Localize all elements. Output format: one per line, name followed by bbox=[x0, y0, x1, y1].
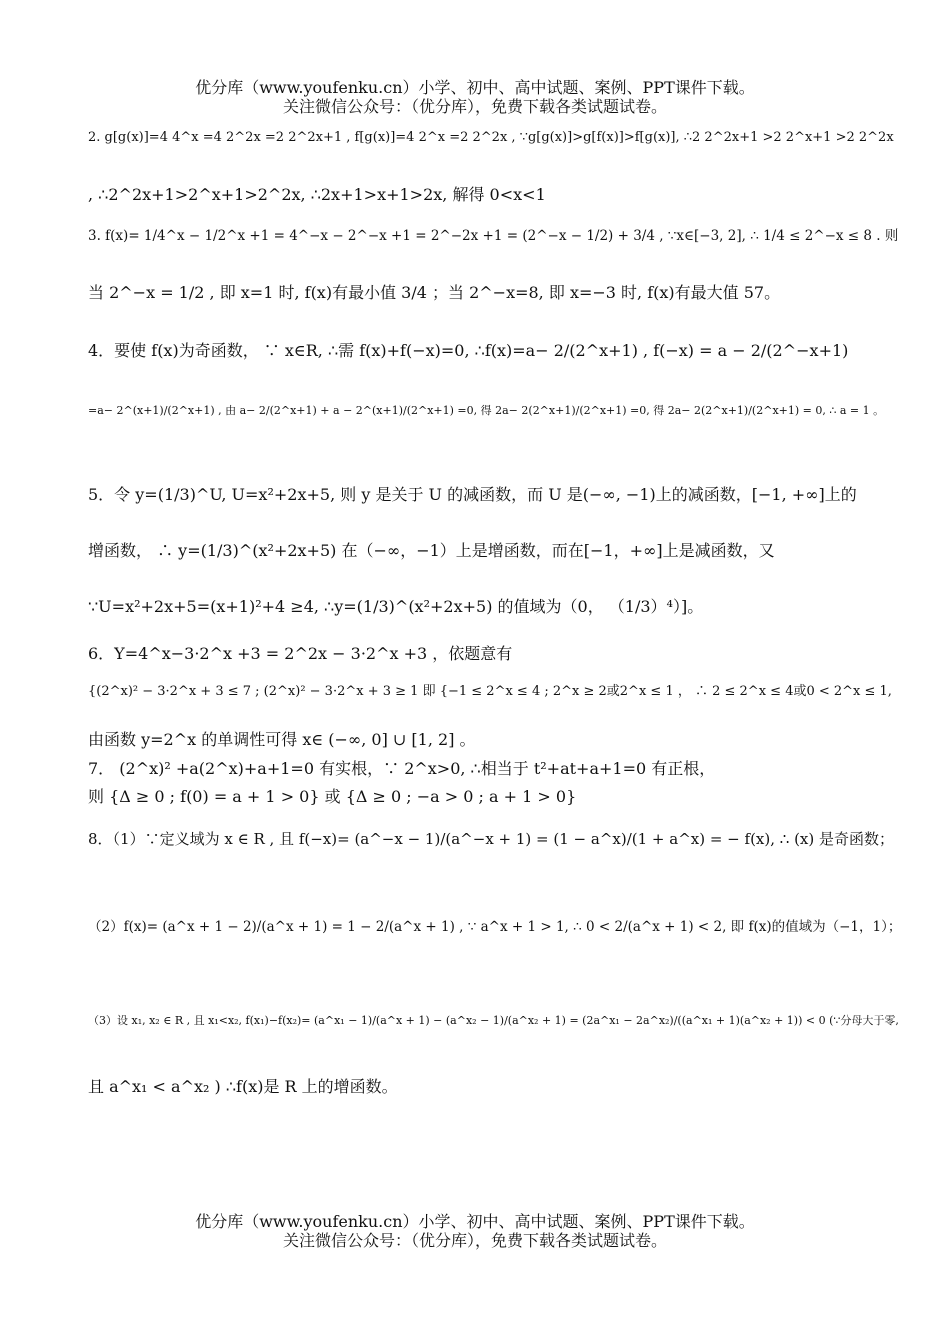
q6-line-3: 由函数 y=2^x 的单调性可得 x∈ (−∞, 0] ∪ [1, 2] 。 bbox=[88, 730, 476, 749]
q8-part-1: 8．（1）∵定义域为 x ∈ R , 且 f(−x)= (a^−x − 1)/(a^−x + 1) = (1 − a^x)/(1 + a^x) = − f(x), ∴ (x) 是奇函数； bbox=[88, 830, 895, 848]
q6-line-1: 6．Y=4^x−3·2^x +3 = 2^2x − 3·2^x +3 ，依题意有 bbox=[88, 644, 513, 663]
q6-system: {(2^x)² − 3·2^x + 3 ≤ 7 ; (2^x)² − 3·2^x + 3 ≥ 1 即 {−1 ≤ 2^x ≤ 4 ; 2^x ≥ 2或2^x ≤ 1 ， ∴ 2 ≤ 2^x ≤ 4或0 < 2^x ≤ 1, bbox=[88, 684, 892, 699]
q4-line-2: =a− 2^(x+1)/(2^x+1) , 由 a− 2/(2^x+1) + a − 2^(x+1)/(2^x+1) =0, 得 2a− 2(2^x+1)/(2^x+1) =0, 得 2a− 2(2^x+1)/(2^x+1) = 0, ∴ a = 1 。 bbox=[88, 404, 885, 417]
q5-line-3: ∵U=x²+2x+5=(x+1)²+4 ≥4, ∴y=(1/3)^(x²+2x+5) 的值域为（0， （1/3）⁴）]。 bbox=[88, 597, 704, 616]
q8-part-2: （2）f(x)= (a^x + 1 − 2)/(a^x + 1) = 1 − 2/(a^x + 1) , ∵ a^x + 1 > 1, ∴ 0 < 2/(a^x + 1) < 2, 即 f(x)的值域为（−1，1）； bbox=[88, 919, 902, 935]
q7-line-1: 7． (2^x)² +a(2^x)+a+1=0 有实根，∵ 2^x>0, ∴相当于 t²+at+a+1=0 有正根， bbox=[88, 759, 716, 778]
q4-line-1: 4．要使 f(x)为奇函数， ∵ x∈R, ∴需 f(x)+f(−x)=0, ∴f(x)=a− 2/(2^x+1) , f(−x) = a − 2/(2^−x+1) bbox=[88, 341, 849, 360]
footer-line-1: 优分库（www.youfenku.cn）小学、初中、高中试题、案例、PPT课件下载。 bbox=[195, 1212, 755, 1231]
q2-line-1: 2. g[g(x)]=4 4^x =4 2^2x =2 2^2x+1 , f[g(x)]=4 2^x =2 2^2x , ∵g[g(x)]>g[f(x)]>f[g(x)], ∴2 2^2x+1 >2 2^x+1 >2 2^2x bbox=[88, 130, 894, 145]
header-line-2: 关注微信公众号：（优分库），免费下载各类试题试卷。 bbox=[282, 97, 667, 116]
q3-line-2: 当 2^−x = 1/2 , 即 x=1 时, f(x)有最小值 3/4 ；当 2^−x=8, 即 x=−3 时, f(x)有最大值 57。 bbox=[88, 283, 781, 302]
q3-line-1: 3. f(x)= 1/4^x − 1/2^x +1 = 4^−x − 2^−x +1 = 2^−2x +1 = (2^−x − 1/2) + 3/4 , ∵x∈[−3, 2], ∴ 1/4 ≤ 2^−x ≤ 8 . 则 bbox=[88, 228, 899, 244]
q2-line-2: , ∴2^2x+1>2^x+1>2^2x, ∴2x+1>x+1>2x, 解得 0<x<1 bbox=[88, 185, 546, 204]
q8-conclusion: 且 a^x₁ < a^x₂ ) ∴f(x)是 R 上的增函数。 bbox=[88, 1077, 398, 1096]
q7-line-2: 则 {Δ ≥ 0 ; f(0) = a + 1 > 0} 或 {Δ ≥ 0 ; −a > 0 ; a + 1 > 0} bbox=[88, 787, 577, 806]
q8-part-3: （3）设 x₁, x₂ ∈ R , 且 x₁<x₂, f(x₁)−f(x₂)= (a^x₁ − 1)/(a^x + 1) − (a^x₂ − 1)/(a^x₂ + 1) = (2a^x₁ − 2a^x₂)/((a^x₁ + 1)(a^x₂ + 1)) < 0 (∵分母大于零, bbox=[88, 1014, 899, 1027]
q5-line-1: 5．令 y=(1/3)^U, U=x²+2x+5, 则 y 是关于 U 的减函数，而 U 是(−∞, −1)上的减函数，[−1, +∞]上的 bbox=[88, 485, 857, 504]
footer-line-2: 关注微信公众号：（优分库），免费下载各类试题试卷。 bbox=[282, 1231, 667, 1250]
header-line-1: 优分库（www.youfenku.cn）小学、初中、高中试题、案例、PPT课件下载。 bbox=[195, 78, 755, 97]
q5-line-2: 增函数， ∴ y=(1/3)^(x²+2x+5) 在（−∞，−1）上是增函数，而在[−1，+∞]上是减函数，又 bbox=[88, 541, 775, 560]
